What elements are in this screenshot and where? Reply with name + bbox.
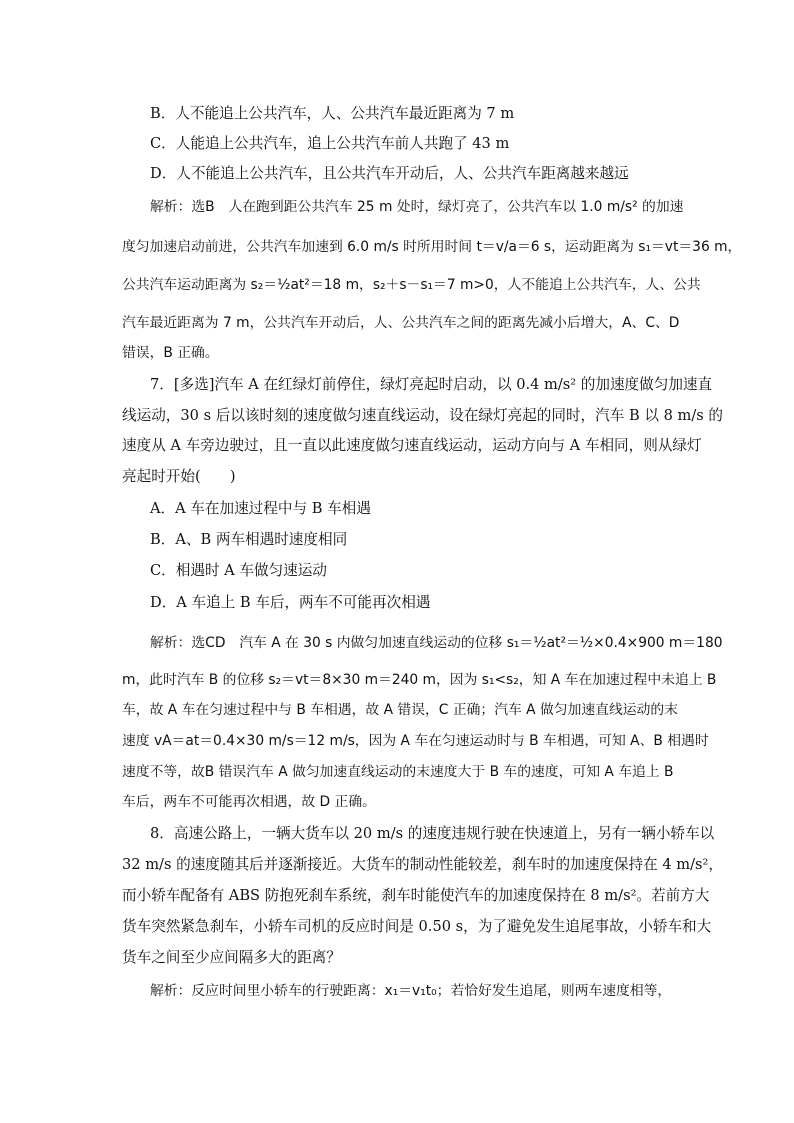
- option-c-7: C．相遇时 A 车做匀速运动: [150, 562, 327, 579]
- question-7-line-4: 亮起时开始( ): [122, 468, 236, 485]
- analysis-6-line-5: 错误，B 正确。: [122, 345, 219, 361]
- question-8-line-2: 32 m/s 的速度随其后并逐渐接近。大货车的制动性能较差，刹车时的加速度保持在 4 m/s²，: [122, 856, 723, 873]
- option-d-7: D．A 车追上 B 车后，两车不可能再次相遇: [150, 594, 431, 611]
- option-b-6: B．人不能追上公共汽车，人、公共汽车最近距离为 7 m: [150, 105, 515, 122]
- analysis-6-line-1: 解析：选B 人在跑到距公共汽车 25 m 处时，绿灯亮了，公共汽车以 1.0 m/s² 的加速: [150, 199, 684, 215]
- analysis-6-line-2: 度匀加速启动前进，公共汽车加速到 6.0 m/s 时所用时间 t＝v/a＝6 s，运动距离为 s₁＝vt＝36 m，: [122, 239, 742, 255]
- question-7-line-3: 速度从 A 车旁边驶过，且一直以此速度做匀速直线运动，运动方向与 A 车相同，则从绿灯: [122, 437, 702, 454]
- analysis-7-line-1: 解析：选CD 汽车 A 在 30 s 内做匀加速直线运动的位移 s₁＝½at²＝½×0.4×900 m＝180: [150, 635, 723, 651]
- option-b-7: B．A、B 两车相遇时速度相同: [150, 531, 348, 548]
- analysis-7-line-5: 速度不等，故B 错误汽车 A 做匀加速直线运动的末速度大于 B 车的速度，可知 A 车追上 B: [122, 764, 674, 780]
- question-8-line-1: 8．高速公路上，一辆大货车以 20 m/s 的速度违规行驶在快速道上，另有一辆小轿车以: [150, 825, 715, 842]
- analysis-7-line-6: 车后，两车不可能再次相遇，故 D 正确。: [122, 794, 376, 810]
- analysis-8-line-1: 解析：反应时间里小轿车的行驶距离：x₁＝v₁t₀；若恰好发生追尾，则两车速度相等，: [150, 983, 672, 999]
- analysis-7-line-2: m，此时汽车 B 的位移 s₂＝vt＝8×30 m＝240 m，因为 s₁<s₂，知 A 车在加速过程中未追上 B: [122, 672, 717, 688]
- analysis-7-line-3: 车，故 A 车在匀速过程中与 B 车相遇，故 A 错误，C 正确；汽车 A 做匀加速直线运动的末: [122, 702, 678, 718]
- analysis-6-line-3: 公共汽车运动距离为 s₂＝½at²＝18 m，s₂＋s－s₁＝7 m>0，人不能追上公共汽车，人、公共: [122, 277, 701, 293]
- analysis-6-line-4: 汽车最近距离为 7 m，公共汽车开动后，人、公共汽车之间的距离先减小后增大，A、C、D: [122, 315, 680, 331]
- option-a-7: A．A 车在加速过程中与 B 车相遇: [150, 500, 371, 517]
- question-7-line-1: 7．[多选]汽车 A 在红绿灯前停住，绿灯亮起时启动，以 0.4 m/s² 的加速度做匀加速直: [150, 376, 713, 393]
- question-8-line-5: 货车之间至少应间隔多大的距离？: [122, 949, 341, 966]
- question-8-line-4: 货车突然紧急刹车，小轿车司机的反应时间是 0.50 s，为了避免发生追尾事故，小轿车和大: [122, 918, 712, 935]
- option-d-6: D．人不能追上公共汽车，且公共汽车开动后，人、公共汽车距离越来越远: [150, 165, 629, 182]
- analysis-7-line-4: 速度 vA＝at＝0.4×30 m/s＝12 m/s，因为 A 车在匀速运动时与 B 车相遇，可知 A、B 相遇时: [122, 733, 709, 749]
- question-7-line-2: 线运动，30 s 后以该时刻的速度做匀速直线运动，设在绿灯亮起的同时，汽车 B 以 8 m/s 的: [122, 407, 723, 424]
- question-8-line-3: 而小轿车配备有 ABS 防抱死刹车系统，刹车时能使汽车的加速度保持在 8 m/s²。若前方大: [122, 887, 710, 904]
- option-c-6: C．人能追上公共汽车，追上公共汽车前人共跑了 43 m: [150, 135, 510, 152]
